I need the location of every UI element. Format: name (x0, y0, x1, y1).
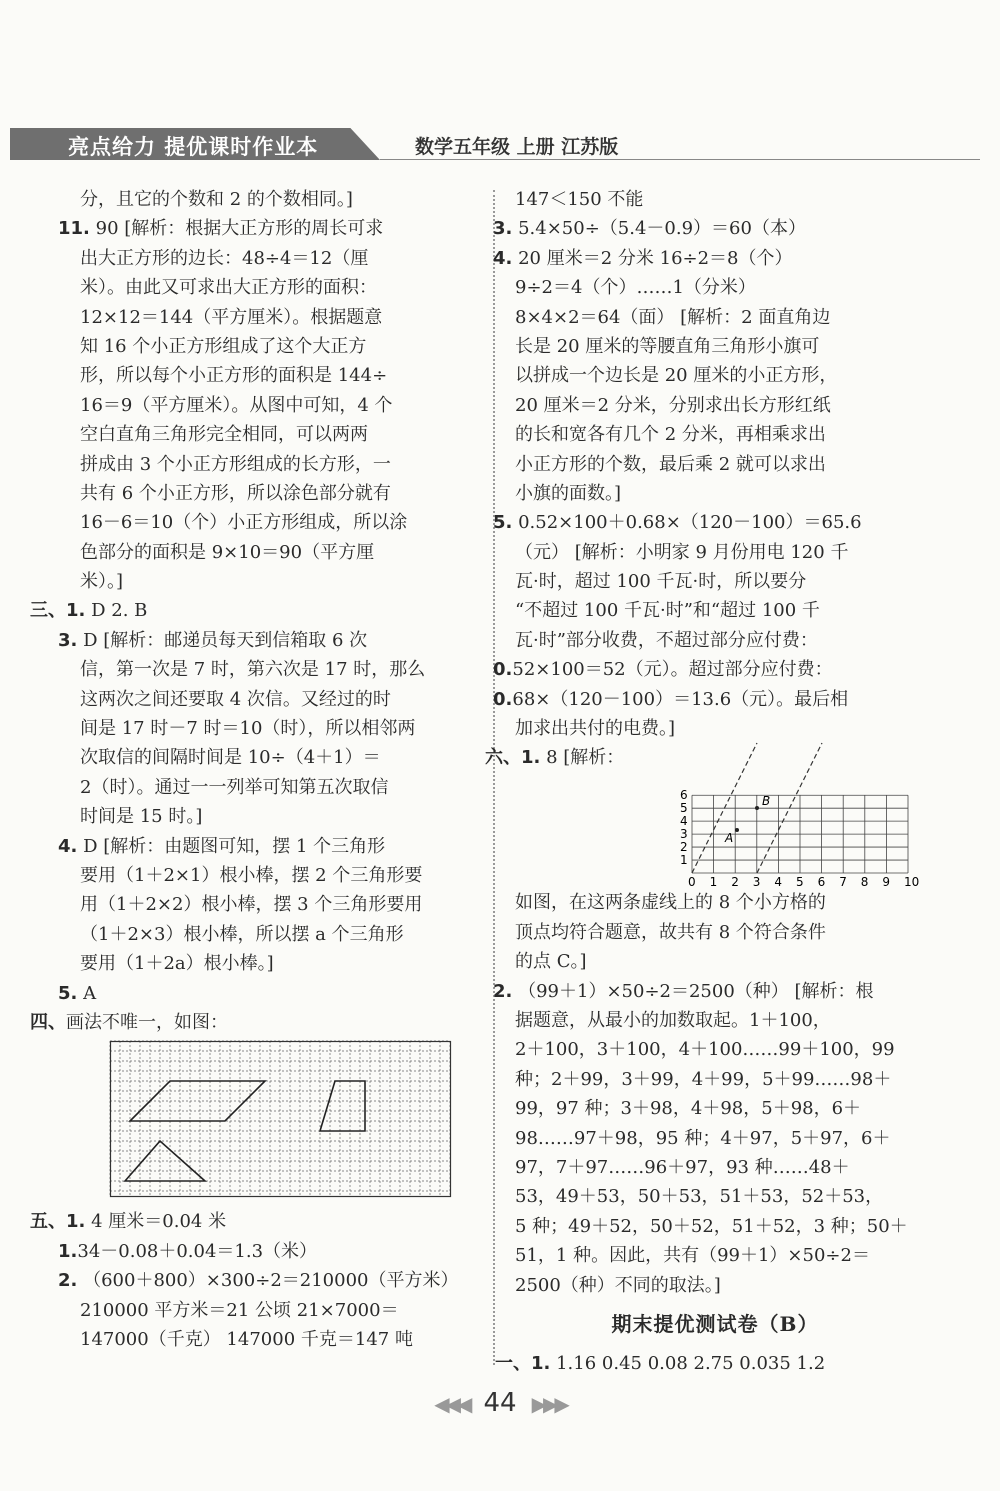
text-line: 长是 20 厘米的等腰直角三角形小旗可 (515, 335, 820, 357)
x-tick-label: 7 (839, 875, 847, 890)
text-line: 8×4×2＝64（面） [解析：2 面直角边 (515, 306, 831, 328)
item-number: 3. (58, 629, 78, 651)
text-line: （1＋2×3）根小棒，所以摆 a 个三角形 (80, 923, 404, 945)
point-a-dot (735, 828, 739, 832)
item-number: 0. (493, 659, 513, 681)
y-tick-label: 3 (680, 827, 688, 842)
text-line: 空白直角三角形完全相同，可以两两 (80, 424, 368, 446)
text-line: 小旗的面数。] (515, 482, 622, 504)
text-line: 2＋100，3＋100，4＋100……99＋100，99 (515, 1039, 895, 1061)
text-line: 2（时）。通过一一列举可知第五次取信 (80, 776, 389, 798)
graph-row (485, 743, 920, 890)
item-number: 2. (58, 1270, 78, 1292)
text-line: 分，且它的个数和 2 的个数相同。] (80, 189, 353, 210)
text-line: 4. D [解析：由题图可知，摆 1 个三角形 (58, 835, 386, 857)
point-a-label: A (725, 831, 734, 846)
text-line: 4. 20 厘米＝2 分米 16÷2＝8（个） (493, 247, 793, 269)
item-number: 2. (493, 980, 513, 1002)
x-tick-label: 8 (860, 875, 869, 890)
page-number: 44 (483, 1388, 517, 1418)
item-number: 5. (58, 982, 78, 1004)
last-line: 一、1. 1.16 0.45 0.08 2.75 0.035 1.2 (495, 1353, 826, 1375)
item-number: 11. (58, 218, 90, 240)
text-line: 2. （600＋800）×300÷2＝210000（平方米） (58, 1270, 459, 1292)
text-line: 间是 17 时－7 时＝10（时），所以相邻两 (80, 718, 416, 740)
column-divider (493, 190, 495, 1365)
text-line: 5. A (58, 982, 97, 1004)
text-line: 的点 C。] (515, 951, 587, 973)
text-line: 要用（1＋2×1）根小棒，摆 2 个三角形要 (80, 864, 423, 886)
text-line: 如图，在这两条虚线上的 8 个小方格的 (515, 892, 826, 914)
text-line: 2. （99＋1）×50÷2＝2500（种） [解析：根 (493, 980, 874, 1002)
text-line: 色部分的面积是 9×10＝90（平方厘 (80, 541, 375, 563)
coordinate-graph (667, 741, 920, 891)
item-number: 0. (493, 688, 513, 710)
header-brand: 亮点给力 提优课时作业本 (68, 135, 319, 159)
item-number: 一、1. (495, 1353, 551, 1375)
text-line: 147000（千克） 147000 千克＝147 吨 (80, 1328, 413, 1350)
text-line: 的长和宽各有几个 2 分米，再相乘求出 (515, 424, 826, 446)
x-tick-label: 4 (774, 875, 783, 890)
text-line: 信，第一次是 7 时，第六次是 17 时，那么 (80, 659, 426, 681)
item-number: 三、1. (30, 600, 86, 622)
text-line: 米）。由此又可求出大正方形的面积： (80, 277, 377, 299)
text-line: 99，97 种；3＋98，4＋98，5＋98，6＋ (515, 1098, 862, 1120)
text-line: 20 厘米＝2 分米，分别求出长方形红纸 (515, 394, 831, 416)
x-tick-label: 6 (817, 875, 826, 890)
text-line: 瓦·时，超过 100 千瓦·时，所以要分 (515, 571, 807, 593)
text-line: 种；2＋99，3＋99，4＋99，5＋99……98＋ (515, 1068, 892, 1090)
text-line: 小正方形的个数，最后乘 2 就可以求出 (515, 453, 826, 475)
text-line: 知 16 个小正方形组成了这个大正方 (80, 335, 367, 357)
text-line: 147＜150 不能 (515, 189, 644, 210)
prev-arrows-icon: ◀◀◀ (434, 1392, 469, 1416)
text-line: 210000 平方米＝21 公顷 21×7000＝ (80, 1299, 399, 1321)
text-line: 5 种；49＋52，50＋52，51＋52，3 种；50＋ (515, 1215, 908, 1237)
item-number: 1. (58, 1240, 78, 1262)
text-line: 共有 6 个小正方形，所以涂色部分就有 (80, 482, 391, 504)
text-line: 3. D [解析：邮递员每天到信箱取 6 次 (58, 629, 368, 651)
item-number: 4. (493, 247, 513, 269)
y-tick-label: 4 (680, 814, 688, 829)
text-line: 瓦·时”部分收费，不超过部分应付费： (515, 629, 818, 651)
page-header (10, 128, 975, 162)
x-tick-label: 3 (752, 875, 761, 890)
text-line: 2500（种）不同的取法。] (515, 1274, 721, 1296)
text-line: 97，7＋97……96＋97，93 种……48＋ (515, 1156, 850, 1178)
page-footer (0, 1388, 1000, 1418)
six-label: 六、1. 8 [解析： (485, 747, 625, 769)
text-line: 时间是 15 时。] (80, 806, 203, 828)
text-line: 三、1. D 2. B (30, 600, 148, 622)
text-line: 11. 90 [解析：根据大正方形的周长可求 (58, 218, 384, 240)
text-line: 顶点均符合题意，故共有 8 个符合条件 (515, 921, 826, 943)
text-line: 次取信的间隔时间是 10÷（4＋1）＝ (80, 747, 381, 769)
left-column (30, 185, 480, 1354)
item-number: 5. (493, 512, 513, 534)
text-line: 五、1. 4 厘米＝0.04 米 (30, 1211, 227, 1233)
y-tick-label: 1 (680, 853, 688, 868)
text-line: “不超过 100 千瓦·时”和“超过 100 千 (515, 600, 820, 622)
x-tick-label: 1 (709, 875, 718, 890)
item-number: 4. (58, 835, 78, 857)
y-tick-label: 2 (680, 840, 688, 855)
header-rule (380, 159, 980, 160)
x-tick-label: 10 (904, 875, 920, 890)
x-tick-label: 9 (882, 875, 891, 890)
text-line: 出大正方形的边长：48÷4＝12（厘 (80, 247, 369, 269)
text-line: 用（1＋2×2）根小棒，摆 3 个三角形要用 (80, 894, 423, 916)
header-subtitle: 数学五年级 上册 江苏版 (415, 136, 619, 158)
item-number: 四、 (30, 1011, 66, 1033)
y-tick-label: 6 (680, 788, 688, 803)
item-number: 六、1. (485, 747, 541, 769)
text-line: 0.52×100＝52（元）。超过部分应付费： (493, 659, 833, 681)
text-line: 98……97＋98，95 种；4＋97，5＋97，6＋ (515, 1127, 891, 1149)
text-line: 要用（1＋2a）根小棒。] (80, 953, 274, 975)
x-tick-label: 5 (796, 875, 804, 890)
item-number: 3. (493, 218, 513, 240)
x-tick-label: 2 (731, 875, 739, 890)
text-line: 1.34－0.08＋0.04＝1.3（米） (58, 1240, 318, 1262)
drawing-grid (110, 1041, 455, 1201)
text-line: 3. 5.4×50÷（5.4－0.9）＝60（本） (493, 218, 806, 240)
text-line: 0.68×（120－100）＝13.6（元）。最后相 (493, 688, 849, 710)
text-line: 9÷2＝4（个）……1（分米） (515, 277, 756, 299)
text-line: 加求出共付的电费。] (515, 718, 676, 740)
text-line: 以拼成一个边长是 20 厘米的小正方形， (515, 365, 838, 387)
text-line: 53，49＋53，50＋53，51＋53，52＋53， (515, 1186, 884, 1208)
text-line: （元） [解析：小明家 9 月份用电 120 千 (515, 541, 849, 563)
text-line: 这两次之间还要取 4 次信。又经过的时 (80, 688, 391, 710)
exam-title: 期末提优测试卷（B） (611, 1311, 819, 1336)
text-line: 米）。] (80, 571, 124, 593)
trapezoid (320, 1081, 365, 1131)
text-line: 四、画法不唯一，如图： (30, 1011, 228, 1033)
y-tick-label: 5 (680, 801, 688, 816)
text-line: 51，1 种。因此，共有（99＋1）×50÷2＝ (515, 1245, 870, 1267)
text-line: 12×12＝144（平方厘米）。根据题意 (80, 306, 383, 328)
text-line: 5. 0.52×100＋0.68×（120－100）＝65.6 (493, 512, 862, 534)
next-arrows-icon: ▶▶▶ (531, 1392, 566, 1416)
triangle (125, 1141, 205, 1181)
item-number: 五、1. (30, 1211, 86, 1233)
text-line: 16＝9（平方厘米）。从图中可知，4 个 (80, 394, 393, 416)
point-b-dot (755, 806, 759, 810)
point-b-label: B (762, 794, 771, 809)
x-tick-label: 0 (688, 875, 696, 890)
text-line: 据题意，从最小的加数取起。1＋100， (515, 1009, 831, 1031)
right-column (485, 185, 920, 1379)
text-line: 形，所以每个小正方形的面积是 144÷ (80, 365, 388, 387)
text-line: 16－6＝10（个）小正方形组成，所以涂 (80, 512, 408, 534)
grid-border (111, 1042, 451, 1197)
text-line: 拼成由 3 个小正方形组成的长方形，一 (80, 453, 391, 475)
